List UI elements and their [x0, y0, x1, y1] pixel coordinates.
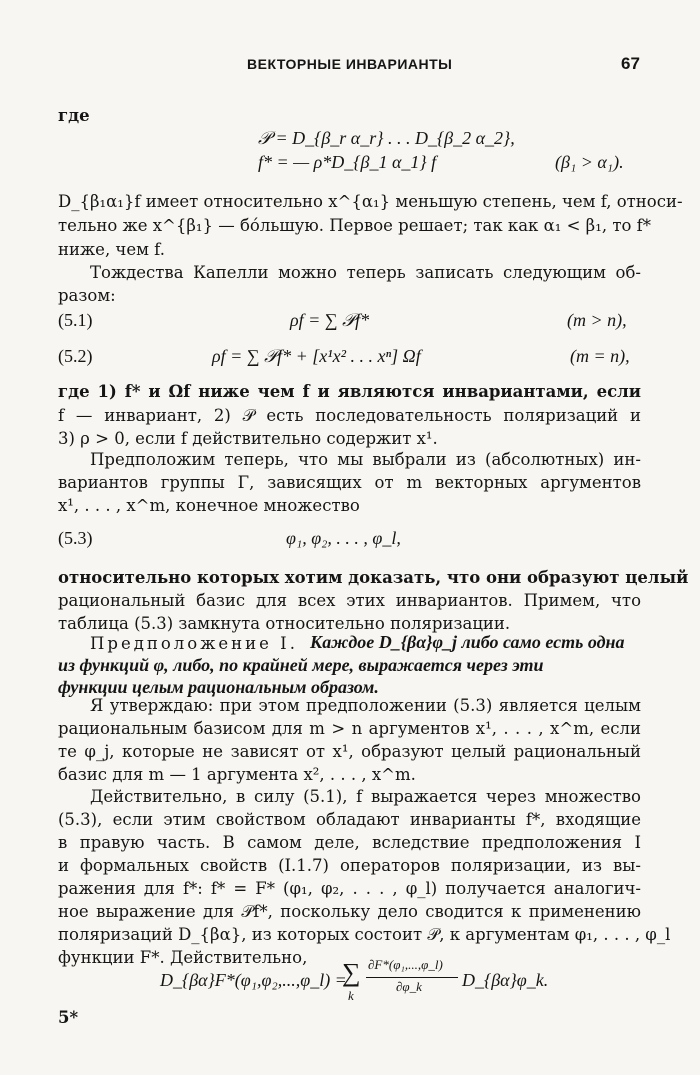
equation-5-2: ρf = ∑ 𝒫f* + [x¹x² . . . xⁿ] Ωf — [212, 346, 421, 366]
text-line: 3) ρ > 0, если f действительно содержит x¹. — [58, 429, 438, 448]
formula-p-definition: 𝒫 = D_{β_r α_r} . . . D_{β_2 α_2}, — [258, 128, 515, 148]
formula-f-star: f* = — ρ*D_{β_1 α_1} f — [258, 152, 437, 172]
fraction-bar — [366, 977, 458, 978]
text-line: и формальных свойств (I.1.7) операторов поляризации, из вы- — [58, 856, 641, 875]
text-line: (5.3), если этим свойством обладают инварианты f*, входящие — [58, 810, 641, 829]
text-line: Предположим теперь, что мы выбрали из (абсолютных) ин- — [90, 450, 641, 469]
text-line: ниже, чем f. — [58, 240, 165, 259]
text-line: f — инвариант, 2) 𝒫 есть последовательность поляризаций и — [58, 406, 641, 425]
text-line: x¹, . . . , x^m, конечное множество — [58, 496, 360, 515]
text-line: Тождества Капелли можно теперь записать следующим об- — [90, 263, 641, 282]
formula-condition: (β₁ > α₁). — [555, 152, 624, 172]
text-line: тельно же x^{β₁} — бо́льшую. Первое решает; так как α₁ < β₁, то f* — [58, 216, 651, 235]
signature-mark: 5* — [58, 1008, 79, 1027]
equation-condition: (m = n), — [570, 346, 630, 366]
equation-label: (5.1) — [58, 310, 93, 330]
text-line: ражения для f*: f* = F* (φ₁, φ₂, . . . , φ_l) получается аналогич- — [58, 879, 641, 898]
equation-rhs: D_{βα}φ_k. — [462, 970, 549, 990]
text-line: функции F*. Действительно, — [58, 948, 308, 967]
text-line: Действительно, в силу (5.1), f выражается через множество — [90, 787, 641, 806]
text-line: разом: — [58, 286, 116, 305]
assumption-text: из функций φ, либо, по крайней мере, выражается через эти — [58, 655, 544, 675]
assumption-text: Каждое D_{βα}φ_j либо само есть одна — [310, 632, 625, 652]
text-line: относительно которых хотим доказать, что они образуют целый — [58, 568, 689, 587]
summation-index: k — [348, 988, 354, 1003]
fraction-numerator: ∂F*(φ₁,...,φ_l) — [368, 957, 443, 972]
text-line: где 1) f* и Ωf ниже чем f и являются инвариантами, если — [58, 382, 641, 401]
text-line: в правую часть. В самом деле, вследствие предположения I — [58, 833, 641, 852]
equation-label: (5.3) — [58, 528, 93, 548]
assumption-text: функции целым рациональным образом. — [58, 677, 379, 697]
equation-condition: (m > n), — [567, 310, 627, 330]
text-line: рациональным базисом для m > n аргументов x¹, . . . , x^m, если — [58, 719, 641, 738]
equation-5-1: ρf = ∑ 𝒫f* — [290, 310, 370, 330]
text-line: таблица (5.3) замкнута относительно поляризации. — [58, 614, 511, 633]
text-line: D_{β₁α₁}f имеет относительно x^{α₁} меньшую степень, чем f, относи- — [58, 192, 683, 211]
text-line: рациональный базис для всех этих инвариантов. Примем, что — [58, 591, 641, 610]
text-line: базис для m — 1 аргумента x², . . . , x^m. — [58, 765, 416, 784]
equation-label: (5.2) — [58, 346, 93, 366]
page-number: 67 — [621, 54, 640, 73]
fraction-denominator: ∂φ_k — [396, 979, 422, 994]
running-title: ВЕКТОРНЫЕ ИНВАРИАНТЫ — [247, 56, 453, 72]
summation-sign: ∑ — [342, 958, 361, 987]
text-line: вариантов группы Γ, зависящих от m векторных аргументов — [58, 473, 641, 492]
text-line: поляризаций D_{βα}, из которых состоит 𝒫, к аргументам φ₁, . . . , φ_l — [58, 925, 671, 944]
text-line: ное выражение для 𝒫f*, поскольку дело сводится к применению — [58, 902, 641, 921]
equation-5-3: φ₁, φ₂, . . . , φ_l, — [286, 528, 401, 548]
equation-lhs: D_{βα}F*(φ₁,φ₂,...,φ_l) = — [160, 970, 347, 990]
text-line: те φ_j, которые не зависят от x¹, образуют целый рациональный — [58, 742, 641, 761]
text-line: где — [58, 106, 90, 125]
text-line: Я утверждаю: при этом предположении (5.3) является целым — [90, 696, 641, 715]
assumption-title: Предположение I. — [90, 634, 298, 653]
